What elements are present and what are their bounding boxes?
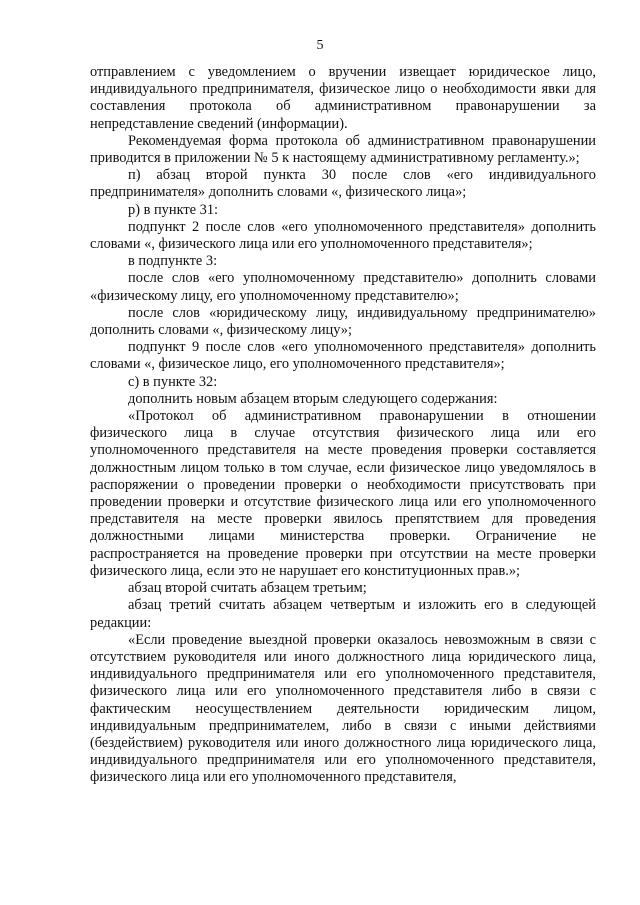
paragraph-item-r: р) в пункте 31: xyxy=(128,201,219,218)
paragraph-subitem-9: подпункт 9 после слов «его уполномоченного представителя» дополнить словами «, физическое лицо, его уполномоченного представителя»; xyxy=(90,339,596,373)
document-body xyxy=(90,64,596,787)
paragraph-abzac-third: абзац третий считать абзацем четвертым и изложить его в следующей редакции: xyxy=(90,597,596,631)
paragraph-subitem-2: подпункт 2 после слов «его уполномоченного представителя» дополнить словами «, физического лица или его уполномоченного представителя»; xyxy=(90,218,596,253)
paragraph-item-p: п) абзац второй пункта 30 после слов «его индивидуального предпринимателя» дополнить словами «, физического лица»; xyxy=(90,167,596,201)
paragraph-subitem-3-a: после слов «его уполномоченному представителю» дополнить словами «физическому лицу, его уполномоченному представителю»; xyxy=(90,270,596,304)
paragraph-continuation: отправлением с уведомлением о вручении извещает юридическое лицо, индивидуального предпринимателя, физическое лицо о необходимости явки для составления протокола об административном правонарушении за непредставление сведений (информации). xyxy=(90,64,596,132)
page-number: 5 xyxy=(316,38,324,53)
paragraph-abzac-second: абзац второй считать абзацем третьим; xyxy=(128,580,367,597)
paragraph-new-abzac: дополнить новым абзацем вторым следующего содержания: xyxy=(128,390,498,407)
paragraph-item-s: с) в пункте 32: xyxy=(128,373,218,390)
paragraph-protocol-form: Рекомендуемая форма протокола об административном правонарушении приводится в приложении № 5 к настоящему административному регламенту.»; xyxy=(90,132,596,167)
paragraph-subitem-3-b: после слов «юридическому лицу, индивидуальному предпринимателю» дополнить словами «, физическому лицу»; xyxy=(90,304,596,339)
paragraph-quote-protocol: «Протокол об административном правонарушении в отношении физического лица в случае отсутствия физического лица или его уполномоченного представителя на месте проведения проверки составляется должностным лицом только в том случае, если физическое лицо уведомлялось в распоряжении о проведении проверки о необходимости присутствовать при проведении проверки и отсутствие физического лица или его уполномоченного представителя на месте проверки явилось препятствием для проведения должностными лицами министерства проверки. Ограничение не распространяется на проведение проверки при отсутствии на месте проверки физического лица, если это не нарушает его конституционных прав.»; xyxy=(90,408,596,579)
paragraph-quote-inspection: «Если проведение выездной проверки оказалось невозможным в связи с отсутствием руководителя или иного должностного лица юридического лица, индивидуального предпринимателя или его уполномоченного представителя, физического лица или его уполномоченного представителя либо в связи с фактическим неосуществлением деятельности юридическим лицом, индивидуальным предпринимателем, либо в связи с иными действиями (бездействием) руководителя или иного должностного лица юридического лица, индивидуального предпринимателя или его уполномоченного представителя, физического лица или его уполномоченного представителя, xyxy=(90,631,596,786)
paragraph-subitem-3: в подпункте 3: xyxy=(128,253,218,270)
